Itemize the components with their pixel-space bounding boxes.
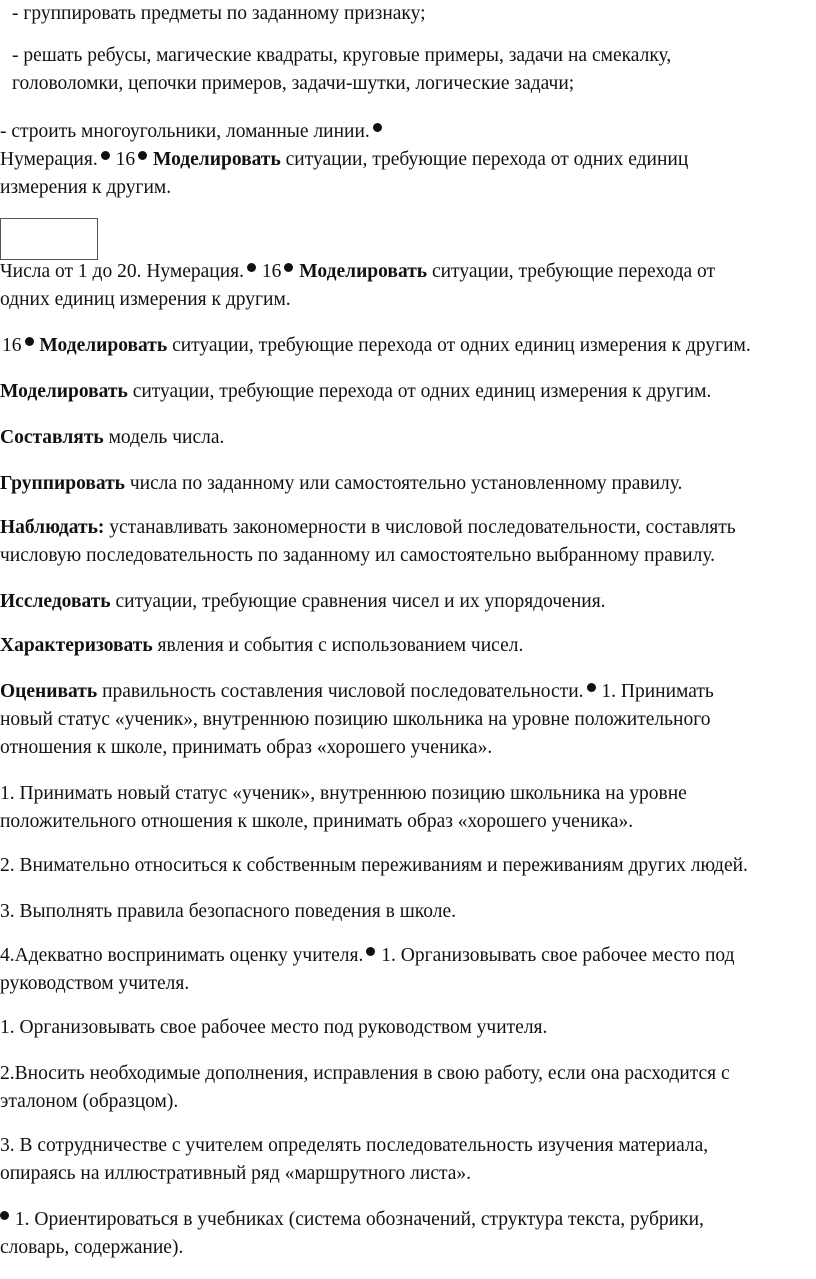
text-segment: ситуации, требующие сравнения чисел и их упорядочения. [110,591,606,612]
text-line: опираясь на иллюстративный ряд «маршрутного листа». [0,1163,472,1184]
text-segment: 4.Адекватно воспринимать оценку учителя. [0,945,364,966]
text-line [0,514,736,542]
text-segment: 16 [2,335,22,356]
bullet-dot-icon [25,337,34,346]
text-segment: ситуации, требующие перехода от [427,261,716,282]
text-segment: Нумерация. [0,149,98,170]
bullet-dot-icon [101,151,110,160]
text-line: 2.Вносить необходимые дополнения, исправления в свою работу, если она расходится с [0,1063,730,1084]
bullet-dot-icon [247,263,256,272]
text-line [0,678,714,706]
bold-term: Моделировать [39,335,168,356]
text-line: 1. Принимать новый статус «ученик», внутреннюю позицию школьника на уровне [0,783,687,804]
text-segment: 1. Ориентироваться в учебниках (система обозначений, структура текста, рубрики, [10,1209,704,1230]
text-segment: устанавливать закономерности в числовой последовательности, составлять [104,517,736,538]
bold-term: Составлять [0,427,104,448]
text-line [0,588,606,616]
text-line: 3. Выполнять правила безопасного поведения в школе. [0,901,456,922]
text-segment: 1. Организовывать свое рабочее место под [376,945,735,966]
text-segment: 16 [110,149,136,170]
text-segment: ситуации, требующие перехода от одних единиц измерения к другим. [127,381,712,402]
text-line: числовую последовательность по заданному ил самостоятельно выбранному правилу. [0,545,715,566]
bold-term: Оценивать [0,681,98,702]
bullet-dot-icon [0,1211,9,1220]
text-line: измерения к другим. [0,177,172,198]
text-line [0,424,224,452]
text-line [0,378,711,406]
text-line [0,258,715,286]
bold-term: Моделировать [299,261,428,282]
text-line: одних единиц измерения к другим. [0,289,291,310]
text-line: отношения к школе, принимать образ «хорошего ученика». [0,737,493,758]
text-segment: явления и события с использованием чисел. [152,635,524,656]
text-line: эталоном (образцом). [0,1091,179,1112]
text-line [0,118,383,146]
text-segment: 16 [257,261,282,282]
text-line: положительного отношения к школе, принимать образ «хорошего ученика». [0,811,634,832]
text-segment: модель числа. [103,427,225,448]
text-line [2,332,751,360]
text-line: 1. Организовывать свое рабочее место под руководством учителя. [0,1017,548,1038]
empty-box [0,218,98,260]
text-segment: ситуации, требующие перехода от одних единиц [280,149,689,170]
bold-term: Наблюдать: [0,517,105,538]
text-line [0,632,523,660]
bullet-dot-icon [373,123,382,132]
text-segment: - строить многоугольники, ломанные линии. [0,121,370,142]
bold-term: Группировать [0,473,125,494]
text-segment: правильность составления числовой последовательности. [97,681,584,702]
text-line [0,942,735,970]
bullet-dot-icon [587,683,596,692]
text-line: 3. В сотрудничестве с учителем определять последовательность изучения материала, [0,1135,709,1156]
text-line [0,146,688,174]
text-line: 2. Внимательно относиться к собственным переживаниям и переживаниям других людей. [0,855,748,876]
text-segment: Числа от 1 до 20. Нумерация. [0,261,245,282]
text-line: - решать ребусы, магические квадраты, круговые примеры, задачи на смекалку, [12,45,672,66]
text-line: головоломки, цепочки примеров, задачи-шутки, логические задачи; [12,73,575,94]
text-line: - группировать предметы по заданному признаку; [12,3,426,24]
text-line: словарь, содержание). [0,1237,184,1258]
bold-term: Моделировать [152,149,281,170]
bold-term: Исследовать [0,591,111,612]
bold-term: Моделировать [0,381,128,402]
bullet-dot-icon [284,263,293,272]
text-line: руководством учителя. [0,973,190,994]
text-line: новый статус «ученик», внутреннюю позицию школьника на уровне положительного [0,709,711,730]
text-line [0,1206,704,1234]
text-line [0,470,682,498]
text-segment: ситуации, требующие перехода от одних единиц измерения к другим. [167,335,751,356]
text-segment: числа по заданному или самостоятельно установленному правилу. [125,473,683,494]
bold-term: Характеризовать [0,635,153,656]
text-segment: 1. Принимать [596,681,714,702]
bullet-dot-icon [138,151,147,160]
bullet-dot-icon [366,947,375,956]
